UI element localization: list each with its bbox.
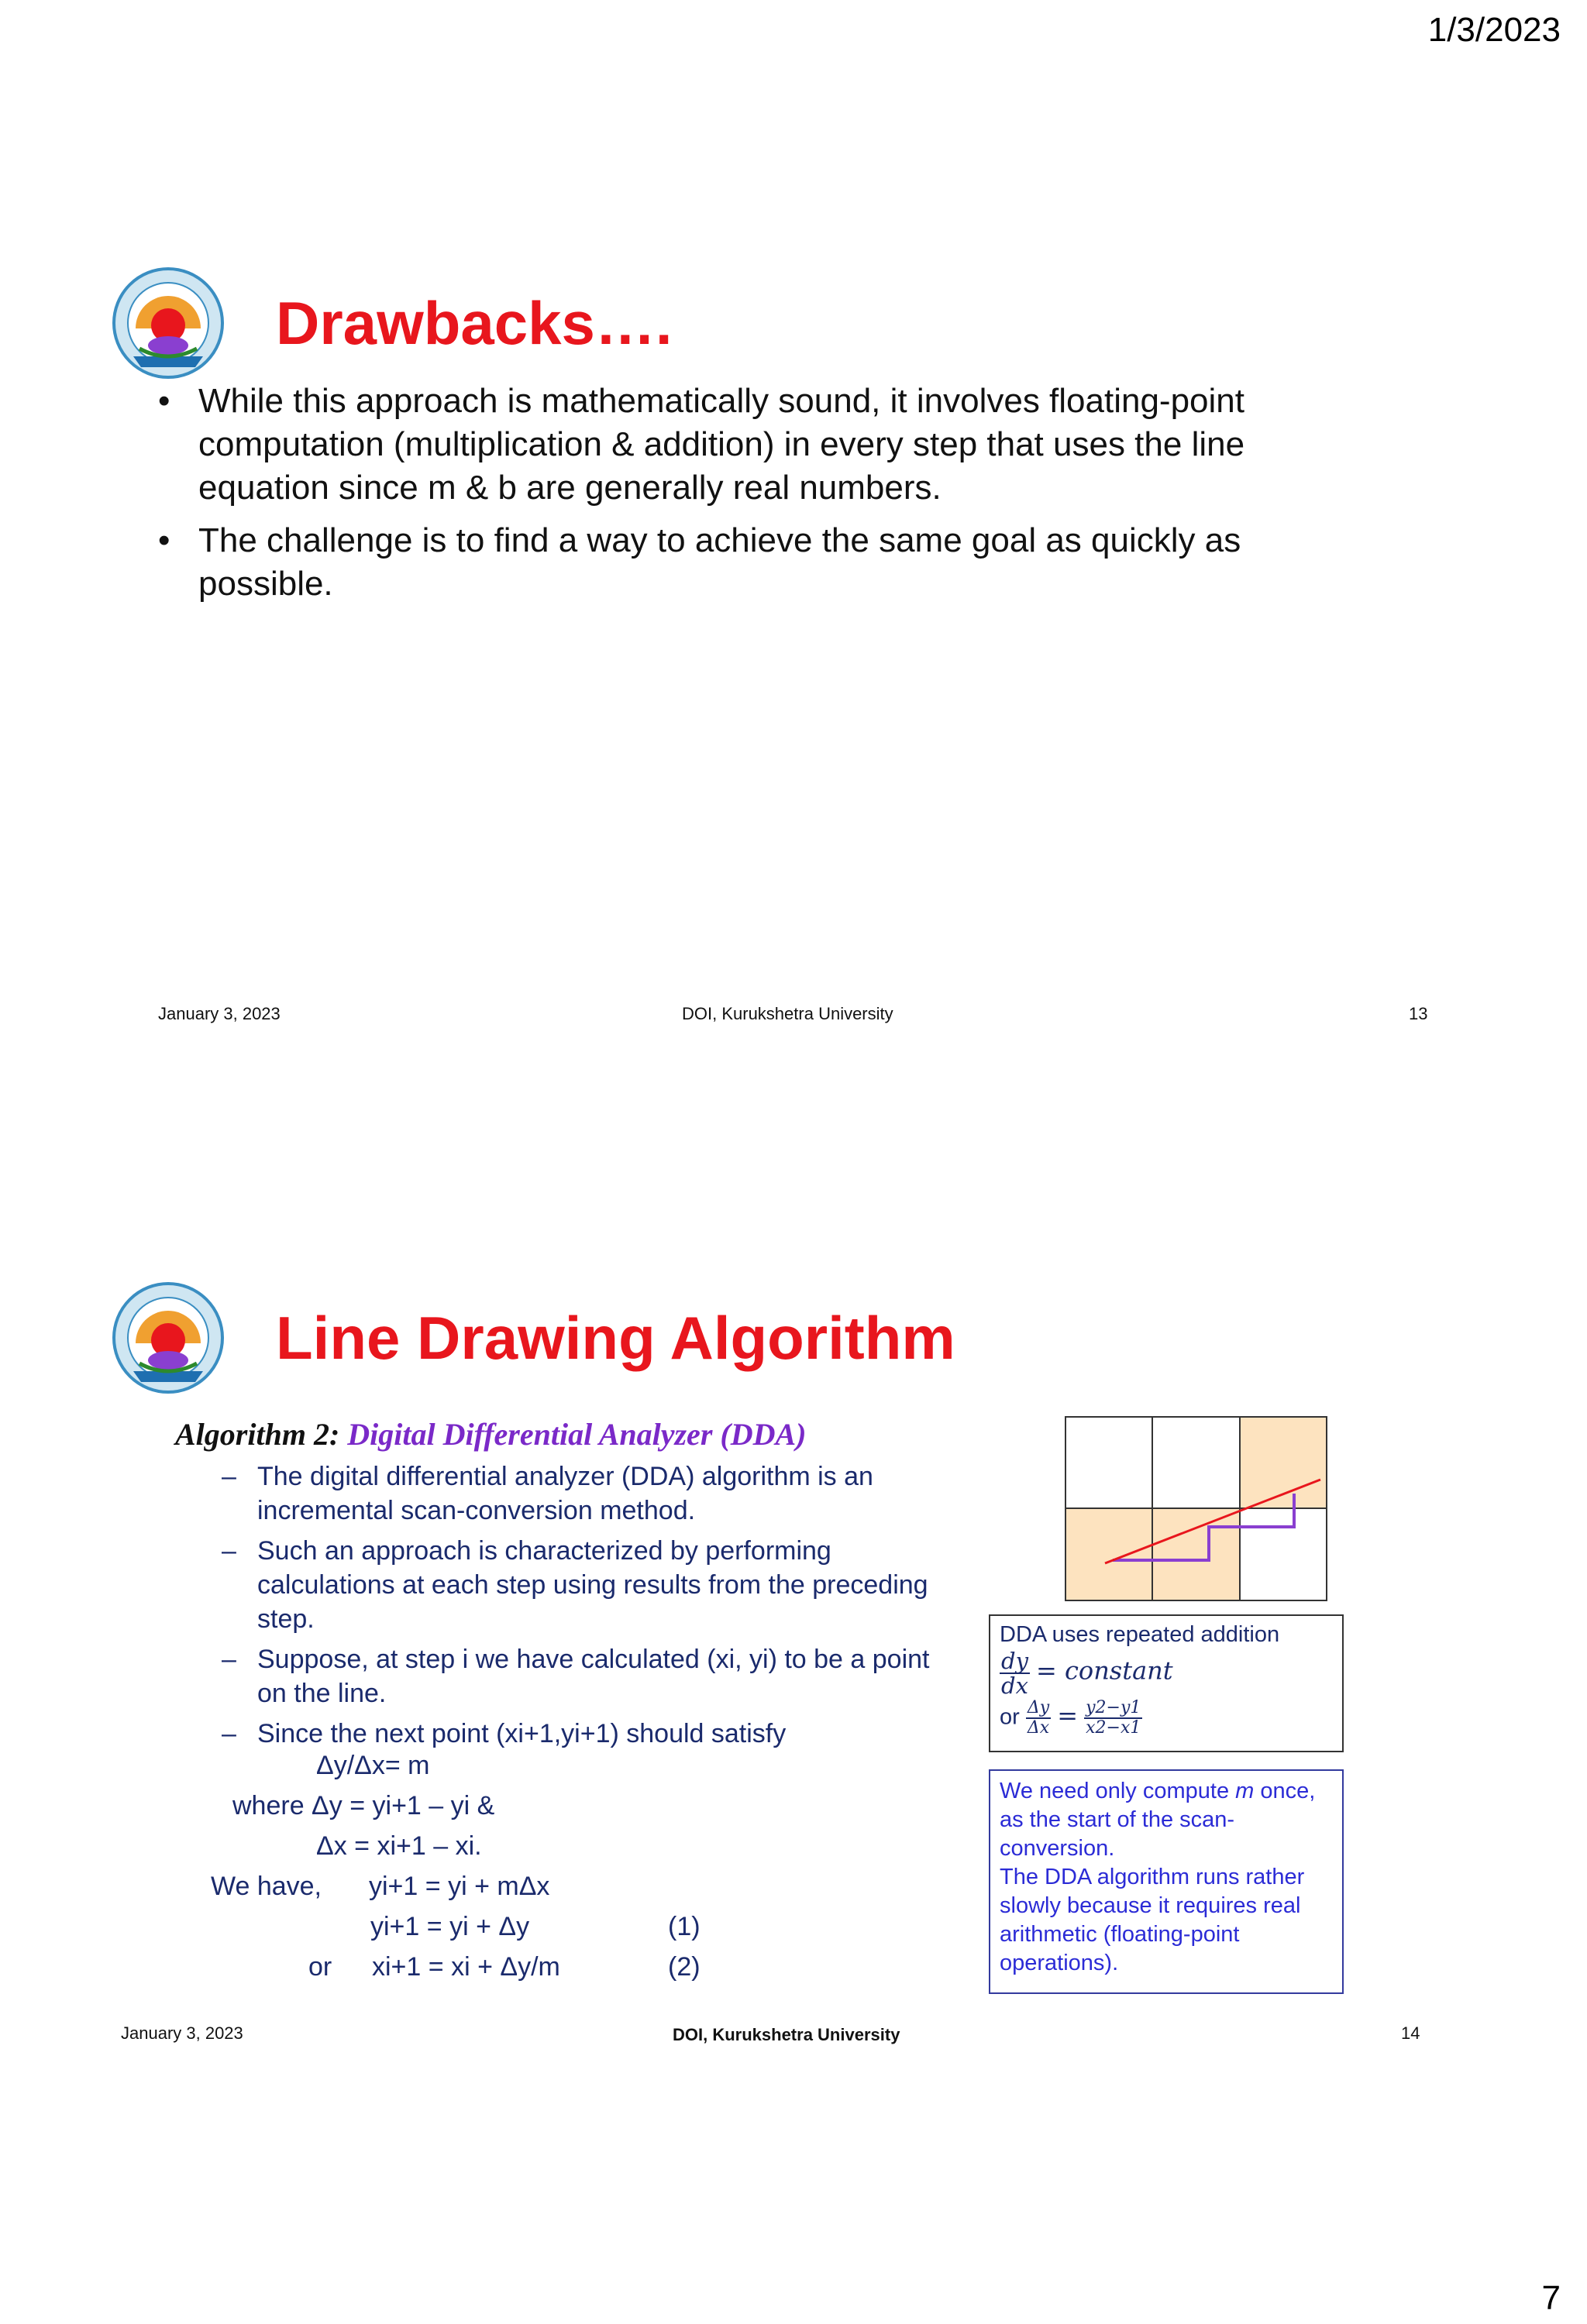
dash-icon: – xyxy=(222,1462,236,1491)
equals-sign: = xyxy=(1057,1700,1079,1731)
note-m: m xyxy=(1235,1779,1255,1803)
page-number: 7 xyxy=(1541,2279,1561,2317)
numerator: y2−y1 xyxy=(1086,1698,1141,1717)
list-item xyxy=(158,380,1336,510)
derivative-row xyxy=(1000,1649,1333,1697)
slide-title: Drawbacks…. xyxy=(276,289,673,357)
dash-icon: – xyxy=(222,1719,236,1748)
bullet-text: The challenge is to find a way to achieve the same goal as quickly as possible. xyxy=(198,521,1241,603)
equation-dx: Δx = xi+1 – xi. xyxy=(316,1831,482,1861)
dda-formula-box xyxy=(989,1614,1344,1752)
equation-2: xi+1 = xi + Δy/m xyxy=(372,1952,560,1982)
denominator: x2−x1 xyxy=(1086,1718,1141,1738)
list-item xyxy=(222,1717,950,1751)
bullet-list xyxy=(158,380,1336,615)
dda-note-box xyxy=(989,1769,1344,1994)
equation-0: yi+1 = yi + mΔx xyxy=(369,1872,550,1901)
dash-icon: – xyxy=(222,1536,236,1566)
footer-institution: DOI, Kurukshetra University xyxy=(673,2025,900,2044)
list-item xyxy=(222,1459,950,1528)
footer-slide-number: 13 xyxy=(1409,1004,1428,1023)
difference-row xyxy=(1000,1699,1333,1738)
equation-ratio: Δy/Δx= m xyxy=(316,1751,430,1780)
footer-slide-number: 14 xyxy=(1401,2023,1420,2043)
equation-1: yi+1 = yi + Δy xyxy=(370,1912,530,1941)
list-item xyxy=(222,1642,950,1710)
equation-where-dy: where Δy = yi+1 – yi & xyxy=(232,1791,495,1820)
equation-1-number: (1) xyxy=(668,1912,701,1941)
note-text: We need only compute xyxy=(1000,1779,1236,1803)
university-logo-icon xyxy=(110,265,226,381)
note-text: once, as the start of the scan-conversion. xyxy=(1000,1779,1316,1861)
equation-or: or xyxy=(308,1952,332,1982)
numerator: dy xyxy=(1001,1648,1028,1674)
difference-fraction xyxy=(1084,1699,1142,1738)
algorithm-name: Digital Differential Analyzer (DDA) xyxy=(347,1417,807,1452)
slide-title: Line Drawing Algorithm xyxy=(276,1304,955,1372)
algorithm-label: Algorithm 2: xyxy=(175,1417,340,1452)
slide-13 xyxy=(0,232,1587,1038)
dash-text: Such an approach is characterized by performing calculations at each step using results from the preceding step. xyxy=(257,1536,928,1634)
numerator: Δy xyxy=(1027,1698,1050,1717)
grid-cell-filled xyxy=(1065,1508,1152,1601)
dda-grid-diagram xyxy=(1065,1416,1327,1601)
grid-cell-filled xyxy=(1152,1508,1240,1601)
derivative-fraction xyxy=(1000,1649,1030,1697)
bullet-icon: • xyxy=(158,382,170,420)
delta-fraction xyxy=(1026,1699,1051,1738)
denominator: Δx xyxy=(1027,1718,1050,1738)
dash-text: Suppose, at step i we have calculated (xi, yi) to be a point on the line. xyxy=(257,1645,930,1708)
denominator: dx xyxy=(1001,1673,1028,1699)
algorithm-heading xyxy=(175,1416,806,1452)
dda-box-caption: DDA uses repeated addition xyxy=(1000,1622,1280,1647)
list-item xyxy=(222,1534,950,1636)
slide-14 xyxy=(0,1247,1587,2099)
dash-list xyxy=(222,1459,950,1757)
university-logo-icon xyxy=(110,1280,226,1396)
list-item xyxy=(158,519,1336,606)
constant-text: = constant xyxy=(1036,1655,1173,1686)
equation-we-have: We have, xyxy=(211,1872,322,1901)
dash-icon: – xyxy=(222,1645,236,1674)
page-date: 1/3/2023 xyxy=(1427,11,1561,49)
dash-text: Since the next point (xi+1,yi+1) should satisfy xyxy=(257,1719,787,1748)
equation-2-number: (2) xyxy=(668,1952,701,1982)
footer-institution: DOI, Kurukshetra University xyxy=(682,1004,893,1023)
dash-text: The digital differential analyzer (DDA) algorithm is an incremental scan-conversion method. xyxy=(257,1462,873,1525)
note-text: The DDA algorithm runs rather slowly because it requires real arithmetic (floating-point operations). xyxy=(1000,1865,1305,1975)
footer-date: January 3, 2023 xyxy=(158,1004,281,1023)
or-text: or xyxy=(1000,1704,1020,1730)
bullet-text: While this approach is mathematically sound, it involves floating-point computation (multiplication & addition) in every step that uses the line equation since m & b are generally real numbers. xyxy=(198,382,1245,507)
footer-date: January 3, 2023 xyxy=(121,2023,243,2043)
bullet-icon: • xyxy=(158,521,170,559)
